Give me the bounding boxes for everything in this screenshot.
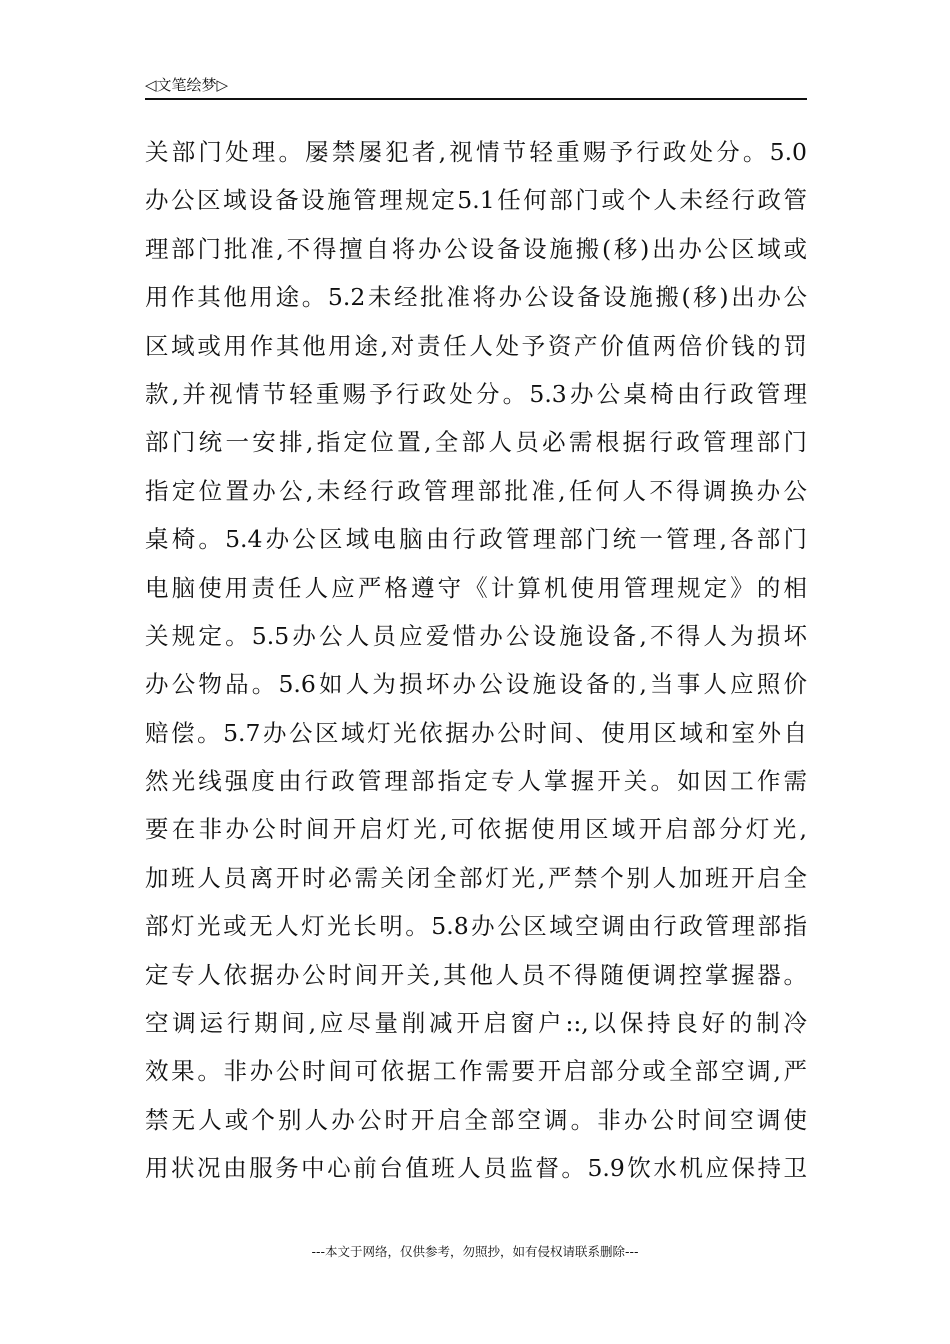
text-line: 赔偿。5.7办公区域灯光依据办公时间、使用区域和室外自 [145,718,807,747]
text-line: 然光线强度由行政管理部指定专人掌握开关。如因工作需 [145,767,807,796]
text-line: 款,并视情节轻重赐予行政处分。5.3办公桌椅由行政管理 [145,379,807,408]
text-line: 部门统一安排,指定位置,全部人员必需根据行政管理部门 [145,428,807,457]
page-header [145,74,807,100]
document-body [145,128,807,1193]
text-line: 电脑使用责任人应严格遵守《计算机使用管理规定》的相 [145,573,807,602]
text-line: 理部门批准,不得擅自将办公设备设施搬(移)出办公区域或 [145,234,807,263]
text-line: 关规定。5.5办公人员应爱惜办公设施设备,不得人为损坏 [145,621,807,650]
text-line: 桌椅。5.4办公区域电脑由行政管理部门统一管理,各部门 [145,525,807,554]
text-line: 禁无人或个别人办公时开启全部空调。非办公时间空调使 [145,1105,807,1134]
text-line: 办公物品。5.6如人为损坏办公设施设备的,当事人应照价 [145,670,807,699]
text-line: 加班人员离开时必需关闭全部灯光,严禁个别人加班开启全 [145,863,807,892]
page-footer-notice: ---本文于网络，仅供参考，勿照抄，如有侵权请联系删除--- [311,1244,639,1259]
text-line: 办公区域设备设施管理规定5.1任何部门或个人未经行政管 [145,186,807,215]
text-line: 用作其他用途。5.2未经批准将办公设备设施搬(移)出办公 [145,283,807,312]
text-line: 部灯光或无人灯光长明。5.8办公区域空调由行政管理部指 [145,912,807,941]
text-line: 定专人依据办公时间开关,其他人员不得随便调控掌握器。 [145,960,807,989]
text-line: 区域或用作其他用途,对责任人处予资产价值两倍价钱的罚 [145,331,807,360]
text-line: 用状况由服务中心前台值班人员监督。5.9饮水机应保持卫 [145,1154,807,1183]
header-brand-mark: ◁文笔绘梦▷ [145,76,229,94]
text-line: 要在非办公时间开启灯光,可依据使用区域开启部分灯光, [145,815,807,844]
text-line: 关部门处理。屡禁屡犯者,视情节轻重赐予行政处分。5.0 [145,138,807,166]
text-line: 空调运行期间,应尽量削减开启窗户::,以保持良好的制冷 [145,1009,807,1038]
text-line: 指定位置办公,未经行政管理部批准,任何人不得调换办公 [145,476,807,505]
text-line: 效果。非办公时间可依据工作需要开启部分或全部空调,严 [145,1057,807,1086]
